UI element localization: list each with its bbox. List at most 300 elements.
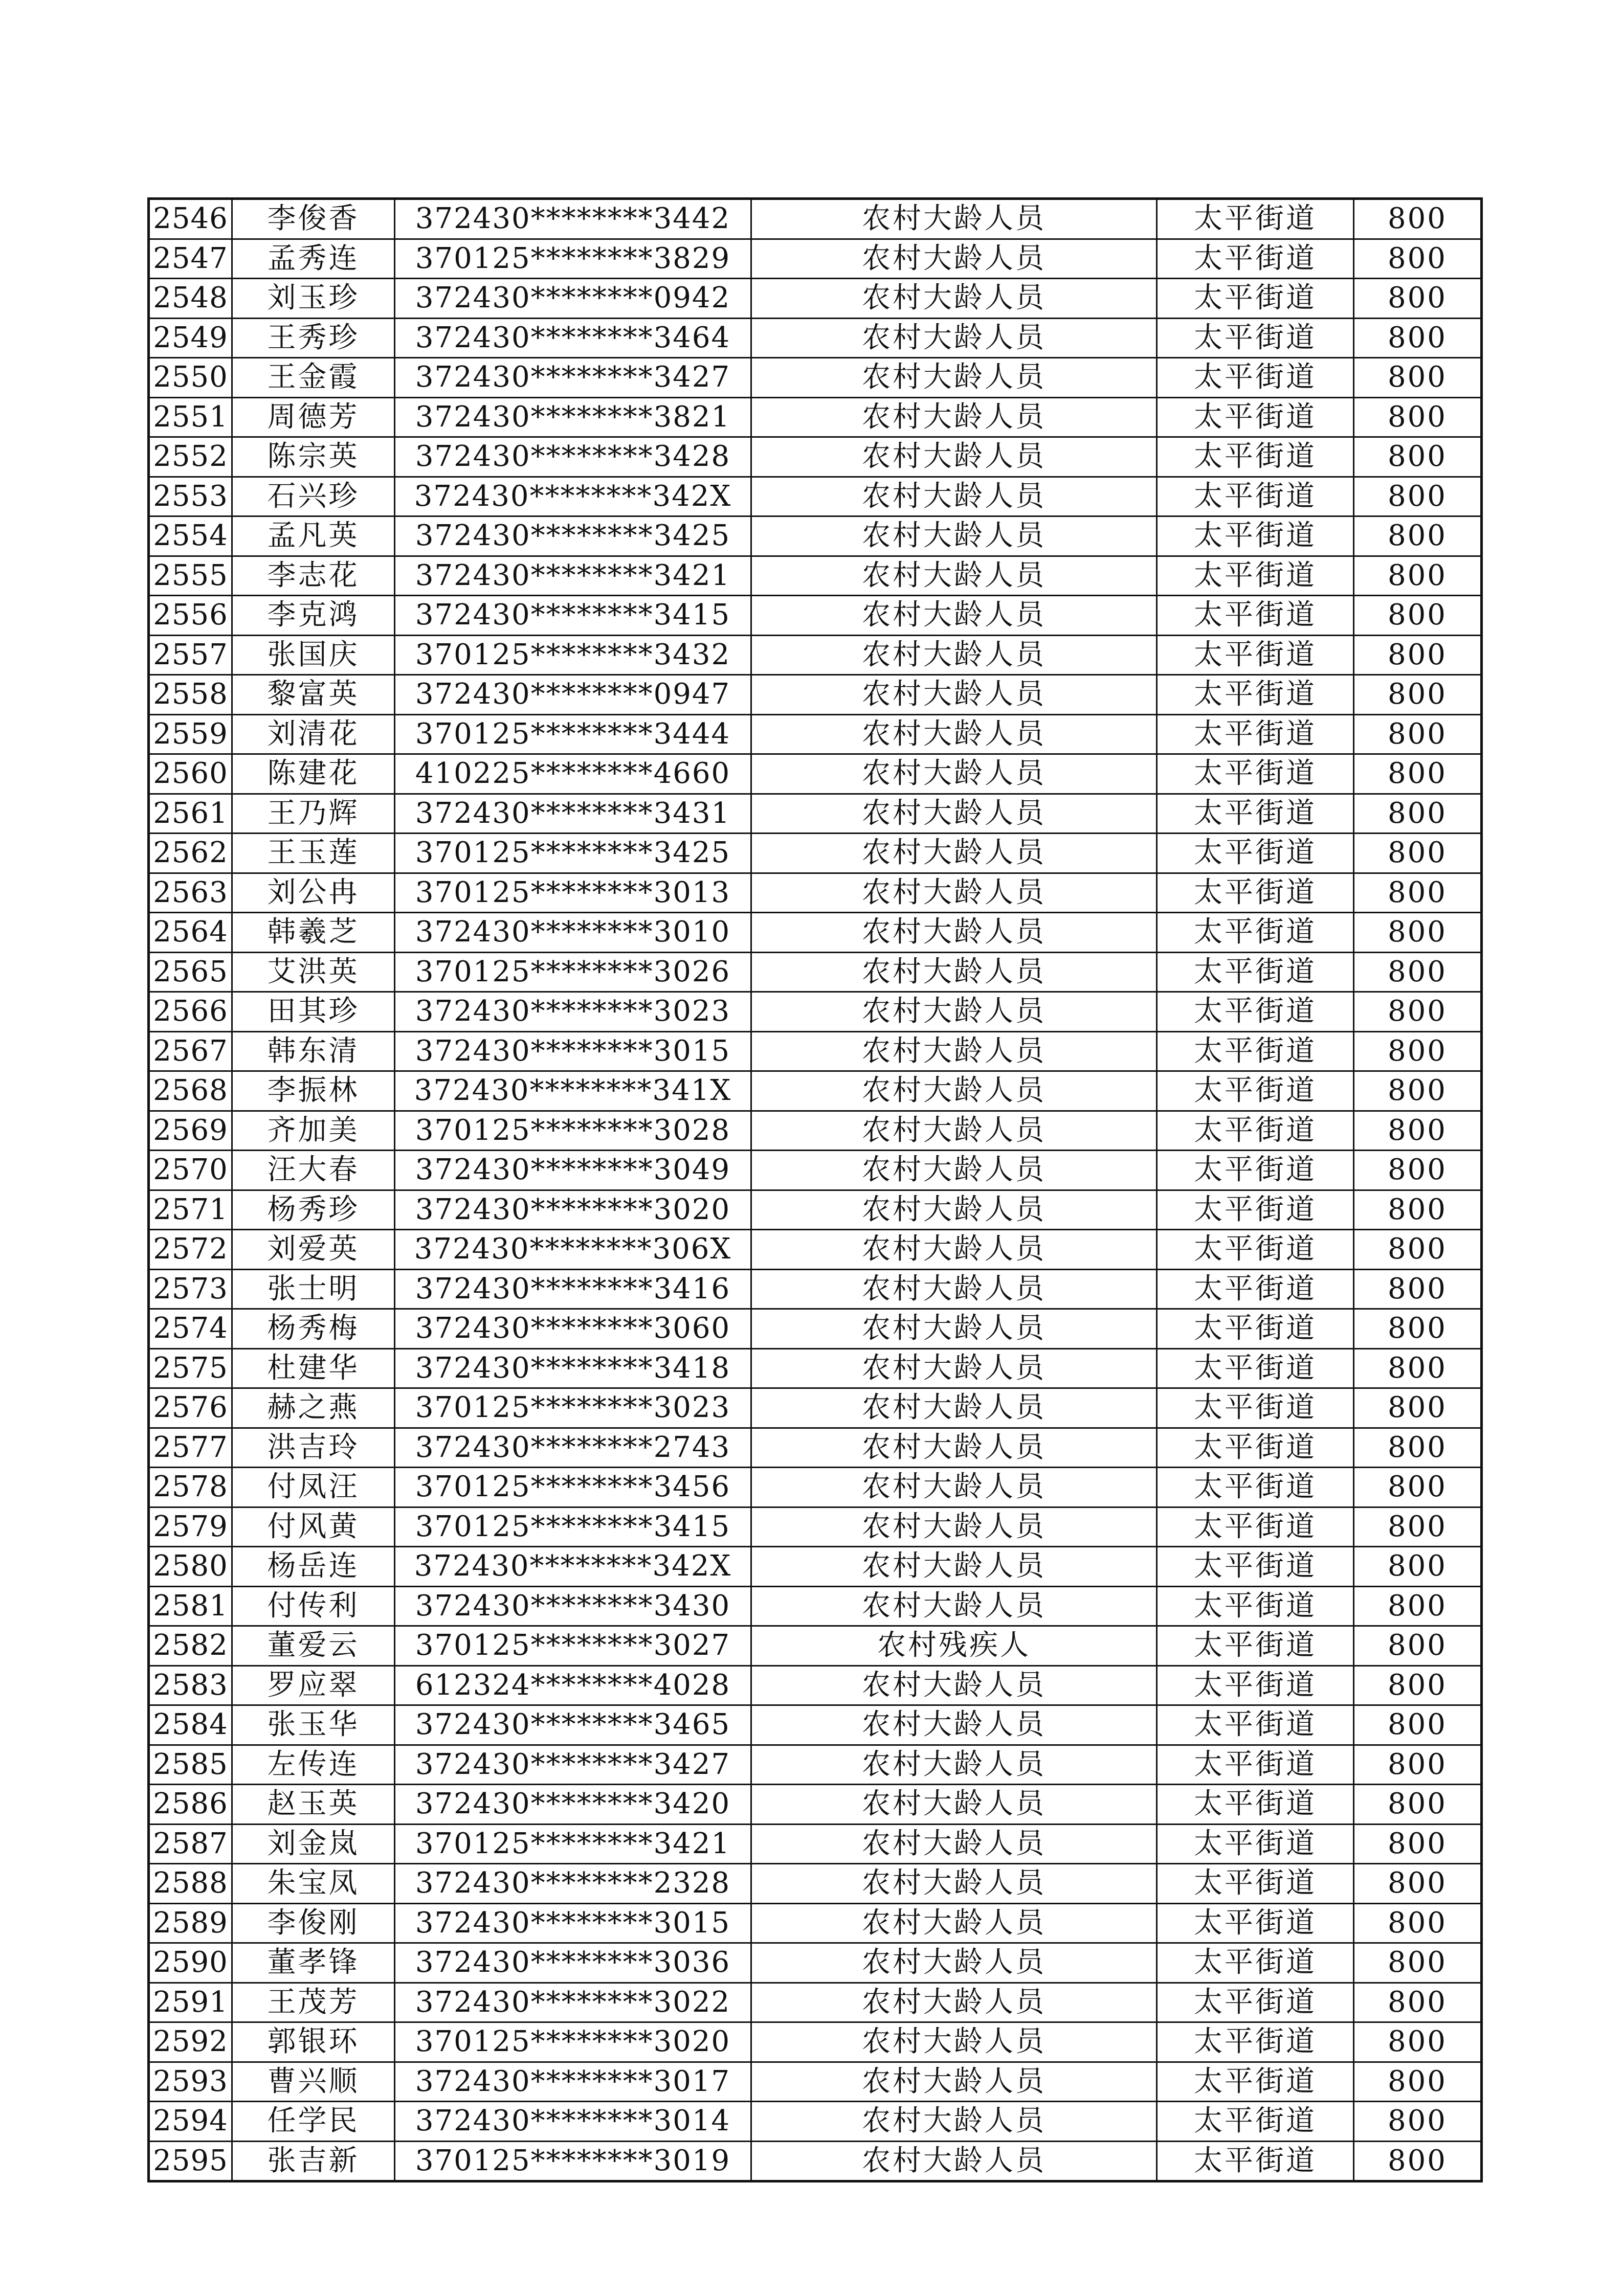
amount-cell: 800 — [1354, 1586, 1482, 1626]
id-number-cell: 370125********3020 — [395, 2022, 751, 2062]
row-number-cell: 2562 — [149, 834, 232, 873]
amount-cell: 800 — [1354, 2102, 1482, 2142]
street-cell: 太平街道 — [1157, 834, 1354, 873]
table-row — [149, 992, 1482, 1032]
row-number-cell: 2576 — [149, 1388, 232, 1428]
category-cell: 农村大龄人员 — [751, 1388, 1157, 1428]
category-cell: 农村大龄人员 — [751, 596, 1157, 636]
category-cell: 农村大龄人员 — [751, 992, 1157, 1032]
amount-cell: 800 — [1354, 199, 1482, 239]
id-number-cell: 372430********0947 — [395, 675, 751, 715]
id-number-cell: 372430********3428 — [395, 437, 751, 477]
person-name-cell: 任学民 — [232, 2102, 395, 2142]
amount-cell: 800 — [1354, 2022, 1482, 2062]
row-number-cell: 2585 — [149, 1745, 232, 1785]
table-row — [149, 199, 1482, 239]
street-cell: 太平街道 — [1157, 1983, 1354, 2022]
person-name-cell: 韩东清 — [232, 1031, 395, 1071]
category-cell: 农村大龄人员 — [751, 2141, 1157, 2181]
amount-cell: 800 — [1354, 1468, 1482, 1507]
amount-cell: 800 — [1354, 1507, 1482, 1547]
table-row — [149, 1111, 1482, 1151]
person-name-cell: 刘玉珍 — [232, 279, 395, 319]
id-number-cell: 372430********3420 — [395, 1785, 751, 1825]
amount-cell: 800 — [1354, 1745, 1482, 1785]
person-name-cell: 黎富英 — [232, 675, 395, 715]
table-row — [149, 1190, 1482, 1230]
street-cell: 太平街道 — [1157, 1626, 1354, 1666]
person-name-cell: 杨岳连 — [232, 1547, 395, 1587]
street-cell: 太平街道 — [1157, 992, 1354, 1032]
category-cell: 农村大龄人员 — [751, 1785, 1157, 1825]
street-cell: 太平街道 — [1157, 754, 1354, 794]
street-cell: 太平街道 — [1157, 1151, 1354, 1190]
category-cell: 农村大龄人员 — [751, 1230, 1157, 1270]
amount-cell: 800 — [1354, 1348, 1482, 1388]
category-cell: 农村大龄人员 — [751, 477, 1157, 516]
id-number-cell: 372430********0942 — [395, 279, 751, 319]
table-row — [149, 437, 1482, 477]
row-number-cell: 2583 — [149, 1665, 232, 1705]
id-number-cell: 370125********3019 — [395, 2141, 751, 2181]
id-number-cell: 372430********341X — [395, 1071, 751, 1111]
street-cell: 太平街道 — [1157, 279, 1354, 319]
amount-cell: 800 — [1354, 1269, 1482, 1309]
row-number-cell: 2584 — [149, 1705, 232, 1745]
row-number-cell: 2595 — [149, 2141, 232, 2181]
table-row — [149, 834, 1482, 873]
amount-cell: 800 — [1354, 834, 1482, 873]
id-number-cell: 372430********3049 — [395, 1151, 751, 1190]
street-cell: 太平街道 — [1157, 675, 1354, 715]
row-number-cell: 2558 — [149, 675, 232, 715]
category-cell: 农村大龄人员 — [751, 1824, 1157, 1864]
table-row — [149, 913, 1482, 953]
category-cell: 农村大龄人员 — [751, 1348, 1157, 1388]
row-number-cell: 2580 — [149, 1547, 232, 1587]
amount-cell: 800 — [1354, 1943, 1482, 1983]
person-name-cell: 张国庆 — [232, 635, 395, 675]
amount-cell: 800 — [1354, 239, 1482, 279]
amount-cell: 800 — [1354, 1428, 1482, 1468]
category-cell: 农村大龄人员 — [751, 2062, 1157, 2102]
amount-cell: 800 — [1354, 952, 1482, 992]
id-number-cell: 372430********3415 — [395, 596, 751, 636]
table-row — [149, 1983, 1482, 2022]
id-number-cell: 372430********3442 — [395, 199, 751, 239]
row-number-cell: 2548 — [149, 279, 232, 319]
person-name-cell: 刘爱英 — [232, 1230, 395, 1270]
table-row — [149, 1943, 1482, 1983]
street-cell: 太平街道 — [1157, 556, 1354, 596]
street-cell: 太平街道 — [1157, 1903, 1354, 1943]
category-cell: 农村大龄人员 — [751, 1151, 1157, 1190]
street-cell: 太平街道 — [1157, 1269, 1354, 1309]
category-cell: 农村大龄人员 — [751, 2102, 1157, 2142]
category-cell: 农村大龄人员 — [751, 1864, 1157, 1904]
table-row — [149, 714, 1482, 754]
id-number-cell: 372430********306X — [395, 1230, 751, 1270]
person-name-cell: 齐加美 — [232, 1111, 395, 1151]
amount-cell: 800 — [1354, 1626, 1482, 1666]
person-name-cell: 王玉莲 — [232, 834, 395, 873]
id-number-cell: 372430********3416 — [395, 1269, 751, 1309]
amount-cell: 800 — [1354, 1547, 1482, 1587]
street-cell: 太平街道 — [1157, 199, 1354, 239]
table-row — [149, 2022, 1482, 2062]
category-cell: 农村大龄人员 — [751, 1903, 1157, 1943]
row-number-cell: 2592 — [149, 2022, 232, 2062]
category-cell: 农村大龄人员 — [751, 1705, 1157, 1745]
row-number-cell: 2569 — [149, 1111, 232, 1151]
category-cell: 农村大龄人员 — [751, 1031, 1157, 1071]
category-cell: 农村大龄人员 — [751, 437, 1157, 477]
row-number-cell: 2547 — [149, 239, 232, 279]
id-number-cell: 370125********3425 — [395, 834, 751, 873]
street-cell: 太平街道 — [1157, 1388, 1354, 1428]
row-number-cell: 2589 — [149, 1903, 232, 1943]
amount-cell: 800 — [1354, 714, 1482, 754]
row-number-cell: 2560 — [149, 754, 232, 794]
roster-table-body — [149, 199, 1482, 2181]
table-row — [149, 1665, 1482, 1705]
id-number-cell: 370125********3027 — [395, 1626, 751, 1666]
amount-cell: 800 — [1354, 1190, 1482, 1230]
street-cell: 太平街道 — [1157, 1547, 1354, 1587]
id-number-cell: 372430********3020 — [395, 1190, 751, 1230]
table-row — [149, 1230, 1482, 1270]
street-cell: 太平街道 — [1157, 1309, 1354, 1349]
street-cell: 太平街道 — [1157, 1665, 1354, 1705]
person-name-cell: 李振林 — [232, 1071, 395, 1111]
id-number-cell: 372430********3017 — [395, 2062, 751, 2102]
person-name-cell: 周德芳 — [232, 397, 395, 437]
row-number-cell: 2571 — [149, 1190, 232, 1230]
person-name-cell: 李志花 — [232, 556, 395, 596]
street-cell: 太平街道 — [1157, 437, 1354, 477]
id-number-cell: 370125********3829 — [395, 239, 751, 279]
id-number-cell: 612324********4028 — [395, 1665, 751, 1705]
person-name-cell: 石兴珍 — [232, 477, 395, 516]
amount-cell: 800 — [1354, 437, 1482, 477]
street-cell: 太平街道 — [1157, 1824, 1354, 1864]
category-cell: 农村大龄人员 — [751, 199, 1157, 239]
category-cell: 农村大龄人员 — [751, 1111, 1157, 1151]
street-cell: 太平街道 — [1157, 1428, 1354, 1468]
table-row — [149, 2141, 1482, 2181]
table-row — [149, 279, 1482, 319]
street-cell: 太平街道 — [1157, 913, 1354, 953]
amount-cell: 800 — [1354, 754, 1482, 794]
table-row — [149, 1269, 1482, 1309]
row-number-cell: 2586 — [149, 1785, 232, 1825]
person-name-cell: 罗应翠 — [232, 1665, 395, 1705]
person-name-cell: 陈宗英 — [232, 437, 395, 477]
amount-cell: 800 — [1354, 2141, 1482, 2181]
table-row — [149, 1348, 1482, 1388]
amount-cell: 800 — [1354, 1309, 1482, 1349]
street-cell: 太平街道 — [1157, 714, 1354, 754]
street-cell: 太平街道 — [1157, 1586, 1354, 1626]
person-name-cell: 王金霞 — [232, 358, 395, 398]
category-cell: 农村大龄人员 — [751, 1071, 1157, 1111]
id-number-cell: 372430********3036 — [395, 1943, 751, 1983]
table-row — [149, 754, 1482, 794]
row-number-cell: 2546 — [149, 199, 232, 239]
amount-cell: 800 — [1354, 1824, 1482, 1864]
row-number-cell: 2563 — [149, 873, 232, 913]
street-cell: 太平街道 — [1157, 2062, 1354, 2102]
id-number-cell: 372430********3014 — [395, 2102, 751, 2142]
row-number-cell: 2557 — [149, 635, 232, 675]
category-cell: 农村大龄人员 — [751, 516, 1157, 556]
table-row — [149, 2062, 1482, 2102]
table-row — [149, 952, 1482, 992]
table-row — [149, 397, 1482, 437]
table-row — [149, 318, 1482, 358]
category-cell: 农村大龄人员 — [751, 318, 1157, 358]
roster-table — [147, 197, 1483, 2182]
table-row — [149, 1745, 1482, 1785]
row-number-cell: 2550 — [149, 358, 232, 398]
row-number-cell: 2579 — [149, 1507, 232, 1547]
category-cell: 农村大龄人员 — [751, 1269, 1157, 1309]
amount-cell: 800 — [1354, 1151, 1482, 1190]
person-name-cell: 刘金岚 — [232, 1824, 395, 1864]
category-cell: 农村大龄人员 — [751, 1983, 1157, 2022]
table-row — [149, 596, 1482, 636]
id-number-cell: 370125********3023 — [395, 1388, 751, 1428]
id-number-cell: 370125********3444 — [395, 714, 751, 754]
person-name-cell: 郭银环 — [232, 2022, 395, 2062]
category-cell: 农村大龄人员 — [751, 913, 1157, 953]
id-number-cell: 372430********3431 — [395, 794, 751, 834]
id-number-cell: 372430********3010 — [395, 913, 751, 953]
person-name-cell: 赵玉英 — [232, 1785, 395, 1825]
person-name-cell: 付凤汪 — [232, 1468, 395, 1507]
person-name-cell: 付传利 — [232, 1586, 395, 1626]
category-cell: 农村大龄人员 — [751, 1745, 1157, 1785]
category-cell: 农村大龄人员 — [751, 1586, 1157, 1626]
person-name-cell: 刘公冉 — [232, 873, 395, 913]
amount-cell: 800 — [1354, 1230, 1482, 1270]
street-cell: 太平街道 — [1157, 1785, 1354, 1825]
person-name-cell: 董孝锋 — [232, 1943, 395, 1983]
category-cell: 农村大龄人员 — [751, 1507, 1157, 1547]
table-row — [149, 1151, 1482, 1190]
amount-cell: 800 — [1354, 913, 1482, 953]
person-name-cell: 陈建花 — [232, 754, 395, 794]
id-number-cell: 372430********2743 — [395, 1428, 751, 1468]
category-cell: 农村大龄人员 — [751, 1428, 1157, 1468]
category-cell: 农村大龄人员 — [751, 1943, 1157, 1983]
table-row — [149, 873, 1482, 913]
street-cell: 太平街道 — [1157, 635, 1354, 675]
row-number-cell: 2591 — [149, 1983, 232, 2022]
person-name-cell: 汪大春 — [232, 1151, 395, 1190]
amount-cell: 800 — [1354, 397, 1482, 437]
amount-cell: 800 — [1354, 992, 1482, 1032]
street-cell: 太平街道 — [1157, 596, 1354, 636]
row-number-cell: 2556 — [149, 596, 232, 636]
table-row — [149, 1626, 1482, 1666]
category-cell: 农村大龄人员 — [751, 1190, 1157, 1230]
person-name-cell: 王乃辉 — [232, 794, 395, 834]
row-number-cell: 2561 — [149, 794, 232, 834]
row-number-cell: 2578 — [149, 1468, 232, 1507]
street-cell: 太平街道 — [1157, 1507, 1354, 1547]
row-number-cell: 2574 — [149, 1309, 232, 1349]
row-number-cell: 2559 — [149, 714, 232, 754]
row-number-cell: 2567 — [149, 1031, 232, 1071]
id-number-cell: 372430********342X — [395, 1547, 751, 1587]
category-cell: 农村大龄人员 — [751, 1665, 1157, 1705]
table-row — [149, 1785, 1482, 1825]
row-number-cell: 2587 — [149, 1824, 232, 1864]
person-name-cell: 朱宝凤 — [232, 1864, 395, 1904]
id-number-cell: 372430********2328 — [395, 1864, 751, 1904]
table-row — [149, 239, 1482, 279]
table-row — [149, 635, 1482, 675]
table-row — [149, 516, 1482, 556]
category-cell: 农村大龄人员 — [751, 873, 1157, 913]
street-cell: 太平街道 — [1157, 1111, 1354, 1151]
person-name-cell: 曹兴顺 — [232, 2062, 395, 2102]
amount-cell: 800 — [1354, 1983, 1482, 2022]
row-number-cell: 2555 — [149, 556, 232, 596]
person-name-cell: 艾洪英 — [232, 952, 395, 992]
amount-cell: 800 — [1354, 1071, 1482, 1111]
row-number-cell: 2594 — [149, 2102, 232, 2142]
id-number-cell: 370125********3421 — [395, 1824, 751, 1864]
person-name-cell: 孟凡英 — [232, 516, 395, 556]
row-number-cell: 2573 — [149, 1269, 232, 1309]
street-cell: 太平街道 — [1157, 1705, 1354, 1745]
table-row — [149, 358, 1482, 398]
table-row — [149, 1031, 1482, 1071]
row-number-cell: 2575 — [149, 1348, 232, 1388]
id-number-cell: 372430********3430 — [395, 1586, 751, 1626]
id-number-cell: 372430********3425 — [395, 516, 751, 556]
amount-cell: 800 — [1354, 1864, 1482, 1904]
row-number-cell: 2552 — [149, 437, 232, 477]
table-row — [149, 1864, 1482, 1904]
id-number-cell: 370125********3013 — [395, 873, 751, 913]
amount-cell: 800 — [1354, 556, 1482, 596]
id-number-cell: 370125********3432 — [395, 635, 751, 675]
row-number-cell: 2568 — [149, 1071, 232, 1111]
category-cell: 农村大龄人员 — [751, 794, 1157, 834]
person-name-cell: 李俊刚 — [232, 1903, 395, 1943]
table-row — [149, 556, 1482, 596]
table-row — [149, 1547, 1482, 1587]
table-row — [149, 1586, 1482, 1626]
id-number-cell: 410225********4660 — [395, 754, 751, 794]
id-number-cell: 372430********3821 — [395, 397, 751, 437]
row-number-cell: 2551 — [149, 397, 232, 437]
table-row — [149, 1903, 1482, 1943]
street-cell: 太平街道 — [1157, 318, 1354, 358]
street-cell: 太平街道 — [1157, 794, 1354, 834]
row-number-cell: 2566 — [149, 992, 232, 1032]
row-number-cell: 2564 — [149, 913, 232, 953]
street-cell: 太平街道 — [1157, 2022, 1354, 2062]
row-number-cell: 2590 — [149, 1943, 232, 1983]
amount-cell: 800 — [1354, 318, 1482, 358]
id-number-cell: 372430********3022 — [395, 1983, 751, 2022]
street-cell: 太平街道 — [1157, 873, 1354, 913]
street-cell: 太平街道 — [1157, 516, 1354, 556]
amount-cell: 800 — [1354, 596, 1482, 636]
category-cell: 农村大龄人员 — [751, 239, 1157, 279]
amount-cell: 800 — [1354, 1111, 1482, 1151]
street-cell: 太平街道 — [1157, 397, 1354, 437]
street-cell: 太平街道 — [1157, 477, 1354, 516]
table-row — [149, 1507, 1482, 1547]
person-name-cell: 左传连 — [232, 1745, 395, 1785]
amount-cell: 800 — [1354, 635, 1482, 675]
street-cell: 太平街道 — [1157, 1071, 1354, 1111]
person-name-cell: 田其珍 — [232, 992, 395, 1032]
street-cell: 太平街道 — [1157, 1745, 1354, 1785]
category-cell: 农村大龄人员 — [751, 1468, 1157, 1507]
person-name-cell: 张士明 — [232, 1269, 395, 1309]
table-row — [149, 675, 1482, 715]
id-number-cell: 372430********3465 — [395, 1705, 751, 1745]
table-row — [149, 794, 1482, 834]
id-number-cell: 372430********3023 — [395, 992, 751, 1032]
amount-cell: 800 — [1354, 477, 1482, 516]
table-row — [149, 1071, 1482, 1111]
row-number-cell: 2588 — [149, 1864, 232, 1904]
person-name-cell: 杨秀珍 — [232, 1190, 395, 1230]
amount-cell: 800 — [1354, 358, 1482, 398]
row-number-cell: 2572 — [149, 1230, 232, 1270]
street-cell: 太平街道 — [1157, 1230, 1354, 1270]
row-number-cell: 2549 — [149, 318, 232, 358]
row-number-cell: 2570 — [149, 1151, 232, 1190]
table-row — [149, 1468, 1482, 1507]
street-cell: 太平街道 — [1157, 239, 1354, 279]
street-cell: 太平街道 — [1157, 358, 1354, 398]
row-number-cell: 2581 — [149, 1586, 232, 1626]
id-number-cell: 372430********3418 — [395, 1348, 751, 1388]
amount-cell: 800 — [1354, 1031, 1482, 1071]
person-name-cell: 董爱云 — [232, 1626, 395, 1666]
amount-cell: 800 — [1354, 516, 1482, 556]
id-number-cell: 370125********3415 — [395, 1507, 751, 1547]
table-row — [149, 1388, 1482, 1428]
category-cell: 农村大龄人员 — [751, 397, 1157, 437]
amount-cell: 800 — [1354, 1388, 1482, 1428]
amount-cell: 800 — [1354, 873, 1482, 913]
street-cell: 太平街道 — [1157, 1943, 1354, 1983]
category-cell: 农村大龄人员 — [751, 1309, 1157, 1349]
row-number-cell: 2582 — [149, 1626, 232, 1666]
amount-cell: 800 — [1354, 675, 1482, 715]
category-cell: 农村大龄人员 — [751, 675, 1157, 715]
id-number-cell: 372430********3015 — [395, 1031, 751, 1071]
amount-cell: 800 — [1354, 2062, 1482, 2102]
table-row — [149, 1705, 1482, 1745]
id-number-cell: 372430********3015 — [395, 1903, 751, 1943]
id-number-cell: 372430********3464 — [395, 318, 751, 358]
table-row — [149, 1824, 1482, 1864]
street-cell: 太平街道 — [1157, 1468, 1354, 1507]
amount-cell: 800 — [1354, 279, 1482, 319]
id-number-cell: 372430********342X — [395, 477, 751, 516]
id-number-cell: 370125********3456 — [395, 1468, 751, 1507]
